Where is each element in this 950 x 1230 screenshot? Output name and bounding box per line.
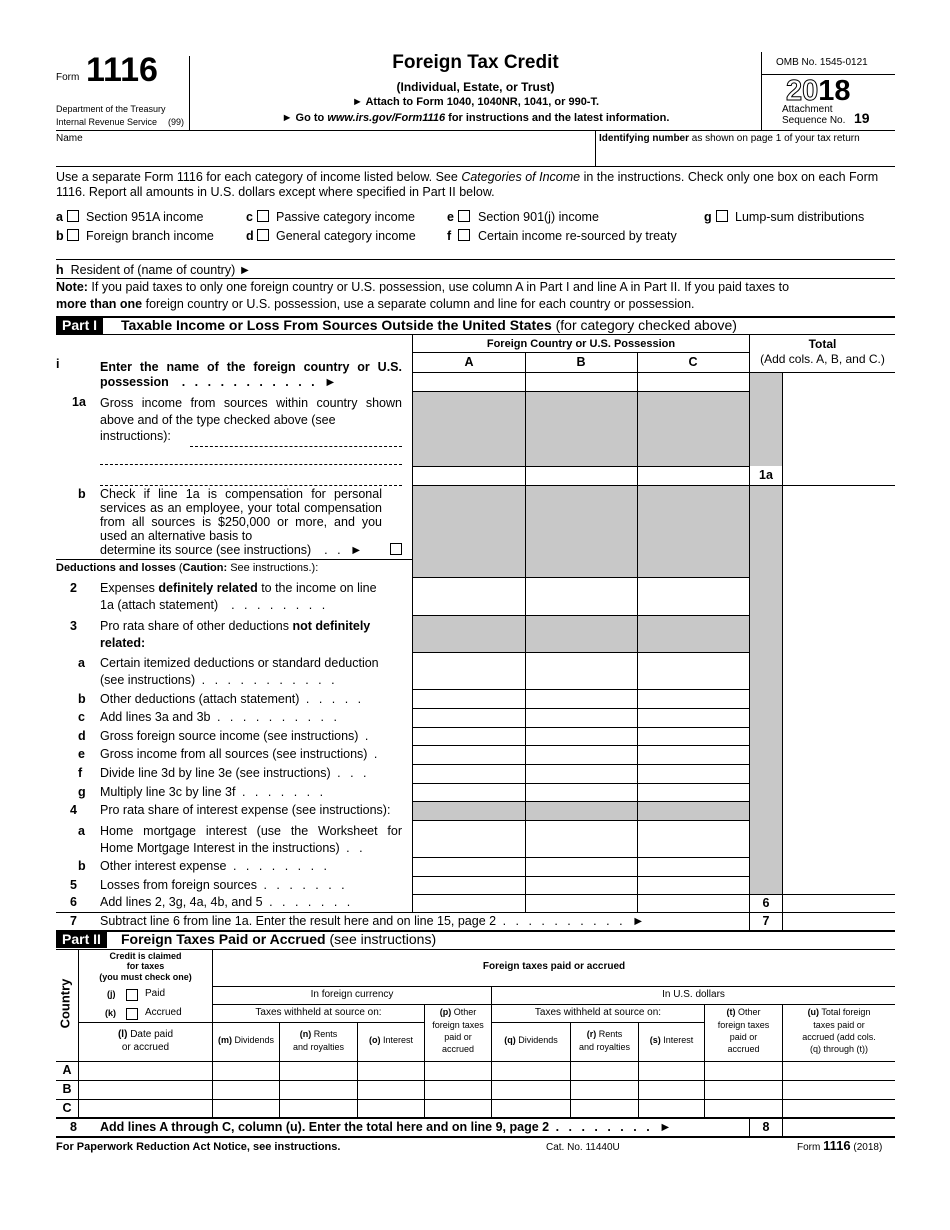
paperwork-notice: For Paperwork Reduction Act Notice, see instructions.	[56, 1141, 341, 1153]
withheld-foreign-header: Taxes withheld at source on:	[255, 1007, 382, 1018]
category-a-letter: a	[56, 210, 63, 224]
line-3c-number: c	[78, 710, 85, 724]
credit-claimed-label: Credit is claimed	[109, 951, 182, 961]
category-d-label: General category income	[276, 229, 416, 243]
intro-line-1: Use a separate Form 1116 for each category of income listed below. See Categories of Income in the instructions. Check only one box on each Form	[56, 170, 879, 184]
resident-country-field[interactable]	[276, 261, 893, 277]
category-c-checkbox[interactable]	[257, 210, 269, 222]
dept-code: (99)	[168, 117, 185, 127]
identifying-number-field[interactable]	[598, 146, 893, 164]
col-t-header: (t) Other	[726, 1007, 761, 1017]
col-r-header: (r) Rents	[586, 1029, 623, 1039]
col-q-header: (q) Dividends	[504, 1035, 558, 1045]
date-paid-label: (l) Date paid	[117, 1029, 174, 1040]
resident-label: h Resident of (name of country) ►	[56, 263, 252, 277]
line-1a-col-a-input[interactable]	[414, 467, 524, 484]
line-3b-number: b	[78, 692, 86, 706]
category-g-letter: g	[704, 210, 712, 224]
line-i-col-a-input[interactable]	[414, 373, 524, 390]
line-3e-text: Gross income from all sources (see instructions) .	[100, 747, 381, 761]
line-3-number: 3	[70, 619, 77, 633]
col-u-header-3: accrued (add cols.	[802, 1032, 876, 1042]
line-7-text: Subtract line 6 from line 1a. Enter the result here and on line 15, page 2 . . . . . . . . . . ►	[100, 914, 648, 928]
identifying-number-label: Identifying number as shown on page 1 of your tax return	[599, 133, 860, 144]
form-label: Form	[56, 72, 80, 83]
line-6-number: 6	[70, 895, 77, 909]
line-3-text-2: related:	[100, 636, 146, 650]
line-4-text: Pro rata share of interest expense (see instructions):	[100, 803, 391, 817]
row-a-label: A	[62, 1063, 72, 1077]
col-s-header: (s) Interest	[649, 1035, 694, 1045]
row-c-inputs[interactable]	[79, 1100, 895, 1116]
line-1b-text: Check if line 1a is compensation for personal services as an employee, your total compensation from all sources is $250,000 or more, and you used an alternative basis to	[100, 487, 382, 543]
category-b-checkbox[interactable]	[67, 229, 79, 241]
line-7-number: 7	[70, 914, 77, 928]
accrued-k-label: (k)	[105, 1008, 116, 1018]
col-m-header: (m) Dividends	[217, 1035, 275, 1045]
category-a-label: Section 951A income	[86, 210, 204, 224]
col-u-header-4: (q) through (t))	[809, 1044, 869, 1054]
col-p-header: (p) Other	[439, 1007, 477, 1017]
line-8-ref: 8	[762, 1120, 770, 1134]
line-1a-total-input[interactable]	[783, 467, 894, 484]
attach-instruction: ► Attach to Form 1040, 1040NR, 1041, or 990-T.	[351, 96, 600, 108]
col-t-header-4: accrued	[727, 1044, 760, 1054]
line-6-ref: 6	[762, 896, 770, 910]
line-4a-number: a	[78, 824, 85, 838]
foreign-country-header: Foreign Country or U.S. Possession	[486, 338, 676, 350]
accrued-label: Accrued	[145, 1007, 182, 1018]
paid-j-label: (j)	[107, 989, 116, 999]
column-a-header: A	[464, 355, 474, 369]
paid-checkbox[interactable]	[126, 989, 138, 1001]
total-header: Total	[808, 337, 837, 351]
column-b-header: B	[576, 355, 586, 369]
form-subtitle: (Individual, Estate, or Trust)	[396, 80, 555, 94]
line-1a-col-b-input[interactable]	[526, 467, 636, 484]
col-p-header-4: accrued	[441, 1044, 475, 1054]
col-n-header-2: and royalties	[292, 1042, 345, 1052]
line-8-total-input[interactable]	[783, 1119, 894, 1135]
line-4a-text: Home mortgage interest (use the Worksheet for	[100, 824, 402, 838]
col-p-header-3: paid or	[444, 1032, 472, 1042]
line-3e-number: e	[78, 747, 85, 761]
goto-instruction: ► Go to www.irs.gov/Form1116 for instructions and the latest information.	[281, 112, 670, 124]
category-e-checkbox[interactable]	[458, 210, 470, 222]
intro-line-2: 1116. Report all amounts in U.S. dollars except where specified in Part II below.	[56, 185, 495, 199]
line-3a-number: a	[78, 656, 85, 670]
line-8-number: 8	[70, 1120, 77, 1134]
col-n-header: (n) Rents	[299, 1029, 338, 1039]
line-3f-number: f	[78, 766, 83, 780]
row-b-inputs[interactable]	[79, 1081, 895, 1098]
line-2-number: 2	[70, 581, 77, 595]
line-3c-text: Add lines 3a and 3b . . . . . . . . . .	[100, 710, 340, 724]
category-e-label: Section 901(j) income	[478, 210, 599, 224]
accrued-checkbox[interactable]	[126, 1008, 138, 1020]
category-g-checkbox[interactable]	[716, 210, 728, 222]
col-r-header-2: and royalties	[578, 1042, 631, 1052]
category-d-checkbox[interactable]	[257, 229, 269, 241]
form-footer: Form 1116 (2018)	[797, 1138, 883, 1153]
name-field[interactable]	[58, 146, 593, 164]
tax-year: 2018	[786, 75, 851, 107]
line-4b-text: Other interest expense . . . . . . . .	[100, 859, 331, 873]
line-4-number: 4	[70, 803, 77, 817]
line-5-number: 5	[70, 878, 77, 892]
category-c-label: Passive category income	[276, 210, 415, 224]
line-5-text: Losses from foreign sources . . . . . . .	[100, 878, 348, 892]
line-3b-text: Other deductions (attach statement) . . . . .	[100, 692, 365, 706]
row-a-inputs[interactable]	[79, 1062, 895, 1079]
col-o-header: (o) Interest	[368, 1035, 413, 1045]
paid-label: Paid	[145, 988, 166, 999]
line-1a-text-2: instructions):	[100, 429, 171, 443]
line-3f-text: Divide line 3d by line 3e (see instructions) . . .	[100, 766, 370, 780]
line-3d-text: Gross foreign source income (see instructions) .	[100, 729, 372, 743]
category-e-letter: e	[447, 210, 454, 224]
withheld-usd-header: Taxes withheld at source on:	[534, 1007, 662, 1018]
attachment-label: Attachment	[782, 104, 833, 115]
line-3a-text: Certain itemized deductions or standard deduction	[100, 656, 379, 670]
line-2-text: Expenses definitely related to the income on line	[100, 581, 377, 595]
catalog-number: Cat. No. 11440U	[546, 1142, 620, 1153]
col-u-header-2: taxes paid or	[813, 1020, 865, 1030]
category-b-letter: b	[56, 229, 64, 243]
line-7-total-input[interactable]	[783, 913, 894, 929]
country-column-label: Country	[57, 978, 73, 1029]
must-check-label: (you must check one)	[99, 972, 192, 982]
line-i-col-c-input[interactable]	[638, 373, 748, 390]
name-label: Name	[56, 133, 83, 144]
line-6-total-input[interactable]	[783, 895, 894, 911]
line-i-number: i	[56, 357, 60, 371]
category-b-label: Foreign branch income	[86, 229, 214, 243]
line-3g-number: g	[78, 785, 86, 799]
dept-treasury: Department of the Treasury	[56, 104, 166, 114]
line-4a-text-2: Home Mortgage Interest in the instructions) . .	[100, 841, 366, 855]
part-2-label: Part II	[56, 931, 107, 948]
usd-header: In U.S. dollars	[662, 989, 725, 1000]
line-3-text: Pro rata share of other deductions not definitely	[100, 619, 371, 633]
line-i-col-b-input[interactable]	[526, 373, 636, 390]
col-t-header-3: paid or	[729, 1032, 758, 1042]
foreign-currency-header: In foreign currency	[310, 989, 394, 1000]
line-1a-ref: 1a	[759, 468, 773, 482]
line-3a-text-2: (see instructions) . . . . . . . . . . .	[100, 673, 338, 687]
line-2-text-2: 1a (attach statement) . . . . . . . .	[100, 598, 329, 612]
note-line-1: Note: If you paid taxes to only one foreign country or U.S. possession, use column A in Part I and line A in Part II. If you paid taxes to	[56, 280, 790, 294]
for-taxes-label: for taxes	[126, 961, 165, 971]
line-1b-text-2: determine its source (see instructions) . . ►	[100, 543, 366, 557]
form-title: Foreign Tax Credit	[392, 52, 559, 73]
form-number: 1116	[86, 51, 158, 89]
line-4b-number: b	[78, 859, 86, 873]
category-c-letter: c	[246, 210, 253, 224]
line-6-text: Add lines 2, 3g, 4a, 4b, and 5 . . . . . . .	[100, 895, 354, 909]
foreign-taxes-header: Foreign taxes paid or accrued	[482, 961, 626, 972]
total-subheader: (Add cols. A, B, and C.)	[760, 352, 885, 366]
deductions-header: Deductions and losses (Caution: See instructions.):	[56, 562, 319, 574]
category-d-letter: d	[246, 229, 254, 243]
omb-number: OMB No. 1545-0121	[776, 57, 868, 68]
column-c-header: C	[688, 355, 698, 369]
line-7-ref: 7	[762, 914, 770, 928]
line-i-text-2: possession . . . . . . . . . . . ►	[100, 375, 340, 389]
date-paid-label-2: or accrued	[121, 1042, 170, 1053]
category-a-checkbox[interactable]	[67, 210, 79, 222]
line-3d-number: d	[78, 729, 86, 743]
category-g-label: Lump-sum distributions	[735, 210, 865, 224]
row-b-label: B	[62, 1082, 72, 1096]
line-1a-col-c-input[interactable]	[638, 467, 748, 484]
line-8-text: Add lines A through C, column (u). Enter the total here and on line 9, page 2 . . . . . . . . ►	[100, 1120, 675, 1134]
line-i-text: Enter the name of the foreign country or U.S.	[100, 360, 402, 374]
sequence-label: Sequence No.	[782, 115, 846, 126]
line-1b-number: b	[78, 487, 86, 501]
line-1a-text: Gross income from sources within country shown above and of the type checked above (see	[100, 396, 402, 427]
irs-label: Internal Revenue Service	[56, 117, 158, 127]
line-1a-number: 1a	[72, 395, 86, 409]
row-c-label: C	[62, 1101, 72, 1115]
category-f-letter: f	[447, 229, 452, 243]
col-p-header-2: foreign taxes	[432, 1020, 484, 1030]
category-f-checkbox[interactable]	[458, 229, 470, 241]
line-3g-text: Multiply line 3c by line 3f . . . . . . .	[100, 785, 327, 799]
part-2-title: Foreign Taxes Paid or Accrued (see instructions)	[121, 931, 437, 947]
note-line-2: more than one foreign country or U.S. possession, use a separate column and line for each country or possession.	[56, 297, 695, 311]
sequence-number: 19	[854, 110, 870, 126]
col-t-header-2: foreign taxes	[717, 1020, 770, 1030]
line-1b-checkbox[interactable]	[390, 543, 402, 555]
part-1-label: Part I	[56, 317, 103, 334]
col-u-header: (u) Total foreign	[807, 1007, 871, 1017]
category-f-label: Certain income re-sourced by treaty	[478, 229, 677, 243]
part-1-title: Taxable Income or Loss From Sources Outside the United States (for category checked above)	[121, 317, 737, 333]
